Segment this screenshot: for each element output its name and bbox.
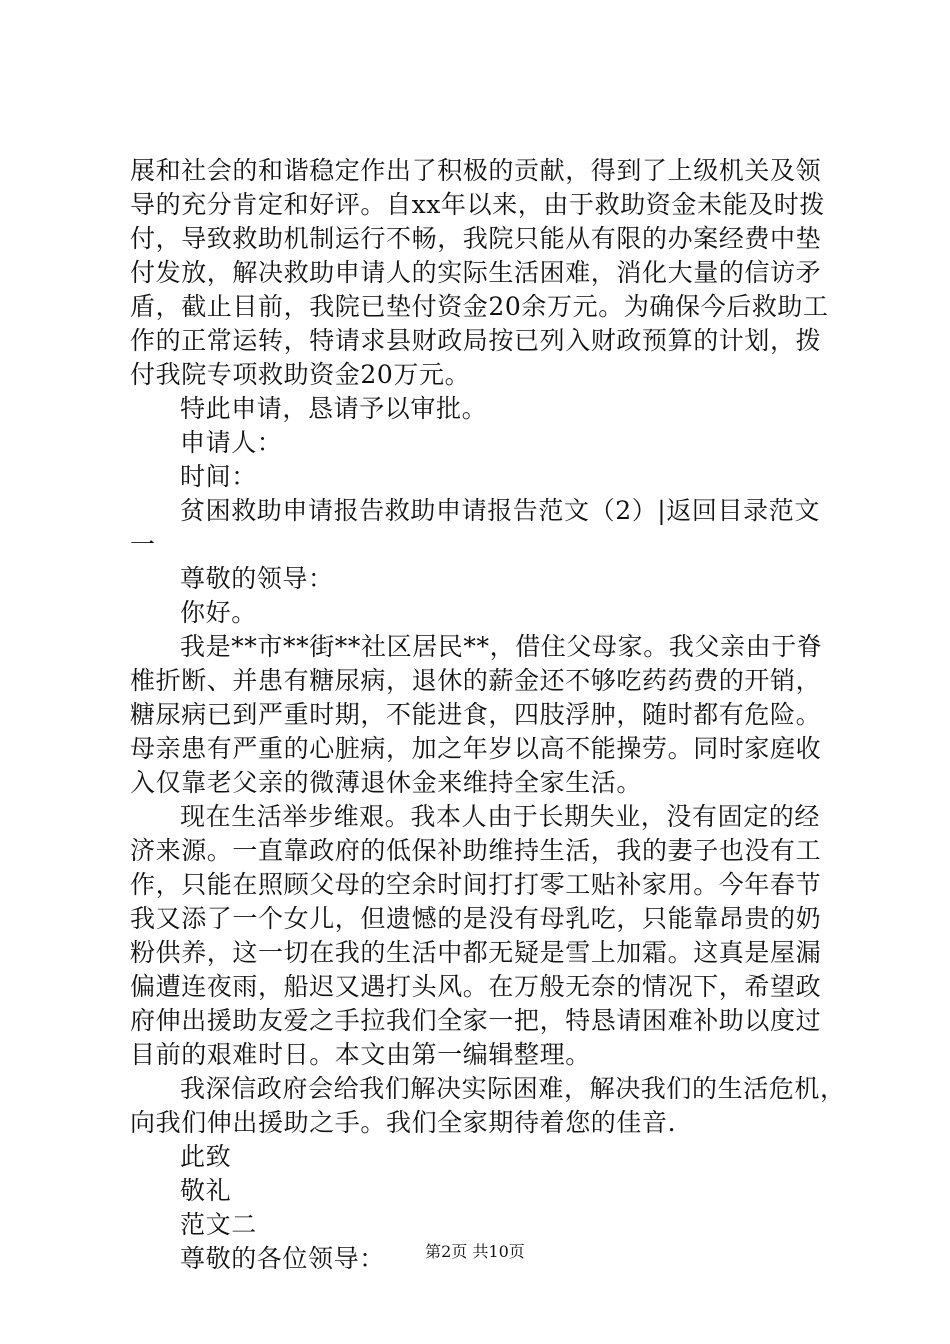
text-line: 导的充分肯定和好评。自xx年以来，由于救助资金未能及时拨 [130, 190, 826, 219]
text-line: 作的正常运转，特请求县财政局按已列入财政预算的计划，拨 [130, 326, 822, 355]
document-body [130, 154, 846, 1276]
text-line: 此致 [180, 1142, 232, 1171]
text-line: 付发放，解决救助申请人的实际生活困难，消化大量的信访矛 [130, 258, 822, 287]
text-line: 糖尿病已到严重时期，不能进食，四肢浮肿，随时都有危险。 [130, 700, 822, 729]
text-line: 我是**市**街**社区居民**，借住父母家。我父亲由于脊 [180, 632, 823, 661]
text-line: 特此申请，恳请予以审批。 [180, 394, 488, 423]
text-line: 尊敬的领导： [180, 564, 334, 593]
text-line: 府伸出援助友爱之手拉我们全家一把，特恳请困难补助以度过 [130, 1006, 822, 1035]
text-line: 目前的艰难时日。本文由第一编辑整理。 [130, 1040, 591, 1069]
text-line: 向我们伸出援助之手。我们全家期待着您的佳音. [130, 1108, 677, 1137]
text-line: 入仅靠老父亲的微薄退休金来维持全家生活。 [130, 768, 643, 797]
text-line: 你好。 [180, 598, 257, 627]
text-line: 椎折断、并患有糖尿病，退休的薪金还不够吃药药费的开销， [130, 666, 822, 695]
text-line: 粉供养，这一切在我的生活中都无疑是雪上加霜。这真是屋漏 [130, 938, 822, 967]
text-line: 展和社会的和谐稳定作出了积极的贡献，得到了上级机关及领 [130, 156, 822, 185]
text-line: 我深信政府会给我们解决实际困难，解决我们的生活危机， [180, 1074, 846, 1103]
text-line: 时间： [180, 462, 257, 491]
text-line: 尊敬的各位领导： [180, 1244, 385, 1273]
text-line: 我又添了一个女儿，但遗憾的是没有母乳吃，只能靠昂贵的奶 [130, 904, 822, 933]
text-line: 偏遭连夜雨，船迟又遇打头风。在万般无奈的情况下，希望政 [130, 972, 822, 1001]
text-line: 付，导致救助机制运行不畅，我院只能从有限的办案经费中垫 [130, 224, 822, 253]
text-line: 敬礼 [180, 1176, 232, 1205]
text-line: 现在生活举步维艰。我本人由于长期失业，没有固定的经 [180, 802, 821, 831]
text-line: 贫困救助申请报告救助申请报告范文（2）|返回目录范文 [180, 496, 820, 525]
text-line: 一 [130, 530, 156, 559]
text-line: 范文二 [180, 1210, 257, 1239]
text-line: 付我院专项救助资金20万元。 [130, 360, 471, 389]
text-line: 盾，截止目前，我院已垫付资金20余万元。为确保今后救助工 [130, 292, 829, 321]
text-line: 申请人： [180, 428, 283, 457]
text-line: 作，只能在照顾父母的空余时间打打零工贴补家用。今年春节 [130, 870, 822, 899]
text-line: 母亲患有严重的心脏病，加之年岁以高不能操劳。同时家庭收 [130, 734, 822, 763]
page-footer: 第2页 共10页 [425, 1242, 525, 1261]
text-line: 济来源。一直靠政府的低保补助维持生活，我的妻子也没有工 [130, 836, 822, 865]
